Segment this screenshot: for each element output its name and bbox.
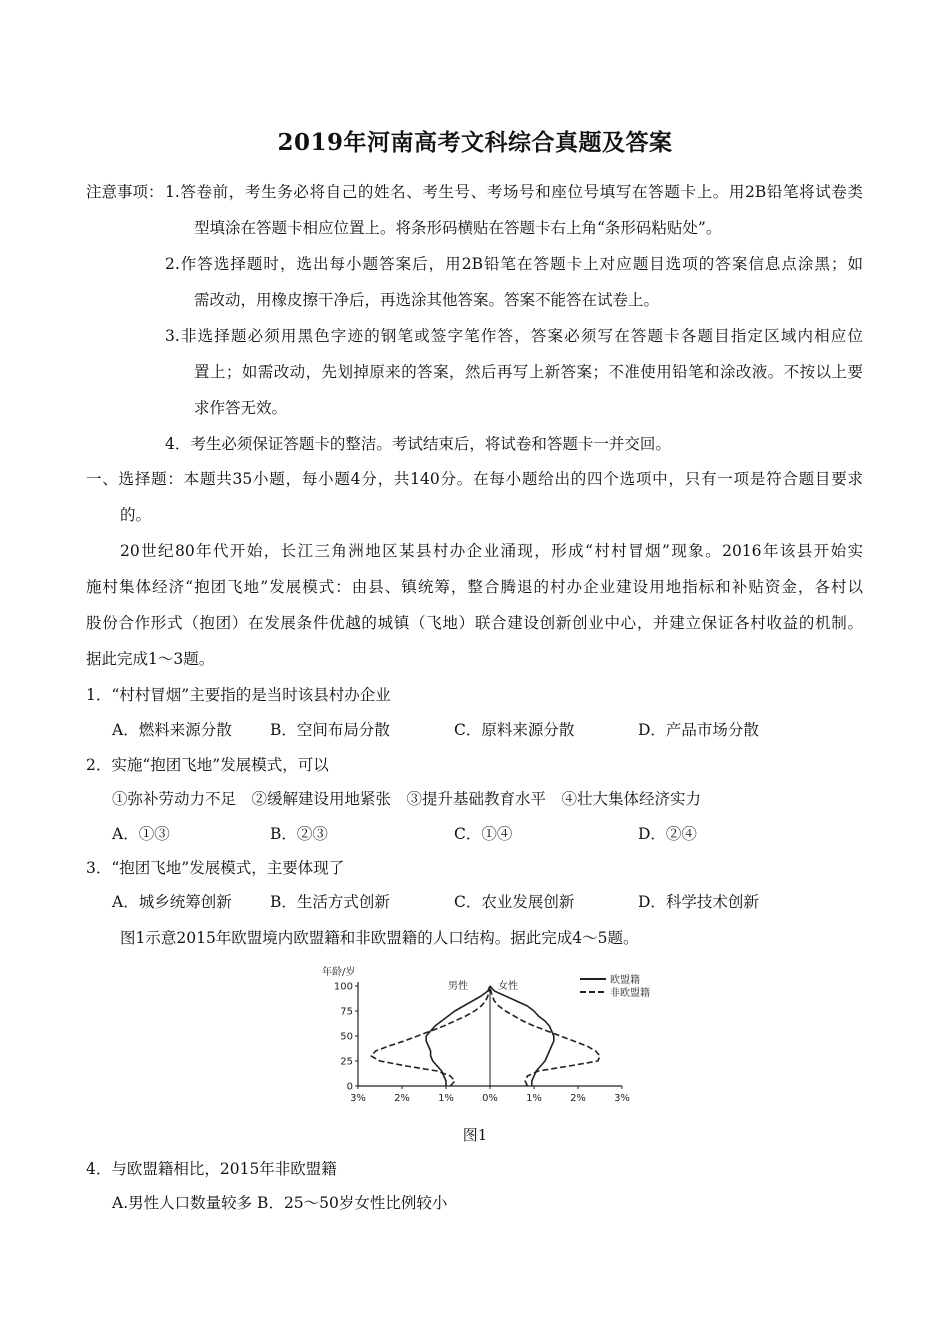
notice-item-3-line2: 置上；如需改动，先划掉原来的答案，然后再写上新答案；不准使用铅笔和涂改液。不按以上要 xyxy=(194,363,863,381)
question-2-option-c: C．①④ xyxy=(454,825,513,843)
question-2-options xyxy=(112,824,812,844)
notice-item-2-line2: 需改动，用橡皮擦干净后，再选涂其他答案。答案不能答在试卷上。 xyxy=(194,291,660,309)
question-1-option-a: A．燃料来源分散 xyxy=(112,721,232,739)
passage-line-4: 据此完成1～3题。 xyxy=(86,650,215,668)
passage-line-1: 20世纪80年代开始，长江三角洲地区某县村办企业涌现，形成“村村冒烟”现象。2016年该县开始实 xyxy=(120,542,863,560)
x-tick-label: 3% xyxy=(350,1093,366,1104)
passage-line-2: 施村集体经济“抱团飞地”发展模式：由县、镇统筹，整合腾退的村办企业建设用地指标和补贴资金，各村以 xyxy=(86,578,863,596)
question-2-option-b: B．②③ xyxy=(270,825,328,843)
question-4-options: A.男性人口数量较多 B．25～50岁女性比例较小 xyxy=(112,1194,448,1212)
question-4-stem: 4．与欧盟籍相比，2015年非欧盟籍 xyxy=(86,1160,337,1178)
notice-item-3-line1: 3.非选择题必须用黑色字迹的钢笔或签字笔作答，答案必须写在答题卡各题目指定区域内相应位 xyxy=(165,327,863,345)
question-1-option-d: D．产品市场分散 xyxy=(638,721,759,739)
series-eu-female-line xyxy=(490,986,554,1086)
question-2-stem: 2．实施“抱团飞地”发展模式，可以 xyxy=(86,756,329,774)
x-tick-label: 3% xyxy=(614,1093,630,1104)
y-tick-label: 50 xyxy=(340,1031,353,1043)
question-3-stem: 3．“抱团飞地”发展模式，主要体现了 xyxy=(86,859,345,877)
female-label: 女性 xyxy=(498,981,518,992)
question-3-option-c: C．农业发展创新 xyxy=(454,893,575,911)
x-tick-label: 1% xyxy=(526,1093,542,1104)
notice-item-4: 4．考生必须保证答题卡的整洁。考试结束后，将试卷和答题卡一并交回。 xyxy=(165,435,671,453)
section-heading-line1: 一、选择题：本题共35小题，每小题4分，共140分。在每小题给出的四个选项中，只有一项是符合题目要求 xyxy=(86,470,863,488)
question-1-options xyxy=(112,720,812,740)
x-tick-label: 2% xyxy=(394,1093,410,1104)
y-tick-label: 75 xyxy=(340,1006,353,1018)
question-2-statements: ①弥补劳动力不足 ②缓解建设用地紧张 ③提升基础教育水平 ④壮大集体经济实力 xyxy=(112,790,702,808)
series-non-eu-female-line xyxy=(490,986,600,1086)
notice-item-3-line3: 求作答无效。 xyxy=(194,399,288,417)
question-1-option-b: B．空间布局分散 xyxy=(270,721,390,739)
notice-item-2-line1: 2.作答选择题时，选出每小题答案后，用2B铅笔在答题卡上对应题目选项的答案信息点涂黑；如 xyxy=(165,255,863,273)
y-tick-label: 25 xyxy=(340,1056,353,1068)
x-tick-label: 1% xyxy=(438,1093,454,1104)
question-1-stem: 1．“村村冒烟”主要指的是当时该县村办企业 xyxy=(86,686,391,704)
section-heading-line2: 的。 xyxy=(120,506,152,524)
notice-item-1-line2: 型填涂在答题卡相应位置上。将条形码横贴在答题卡右上角“条形码粘贴处”。 xyxy=(194,219,722,237)
y-tick-label: 0 xyxy=(346,1081,353,1093)
question-2-option-a: A．①③ xyxy=(112,825,170,843)
chart-series xyxy=(371,986,600,1086)
question-3-option-b: B．生活方式创新 xyxy=(270,893,390,911)
chart-axes xyxy=(334,982,630,1105)
question-1-option-c: C．原料来源分散 xyxy=(454,721,575,739)
question-2-option-d: D．②④ xyxy=(638,825,697,843)
passage-line-3: 股份合作形式（抱团）在发展条件优越的城镇（飞地）联合建设创新创业中心，并建立保证各村收益的机制。 xyxy=(86,614,863,632)
legend-label-non-eu: 非欧盟籍 xyxy=(610,988,650,999)
chart-legend xyxy=(580,973,650,999)
male-label: 男性 xyxy=(448,981,468,992)
population-pyramid-chart xyxy=(318,962,666,1112)
question-3-option-d: D．科学技术创新 xyxy=(638,893,759,911)
legend-label-eu: 欧盟籍 xyxy=(610,975,640,986)
notice-label: 注意事项： xyxy=(86,183,164,201)
page-title: 2019年河南高考文科综合真题及答案 xyxy=(277,129,673,156)
x-tick-label: 0% xyxy=(482,1093,498,1104)
y-tick-label: 100 xyxy=(333,981,353,993)
population-pyramid-svg xyxy=(318,962,666,1112)
x-tick-label: 2% xyxy=(570,1093,586,1104)
notice-item-1-line1: 1.答卷前，考生务必将自己的姓名、考生号、考场号和座位号填写在答题卡上。用2B铅笔将试卷类 xyxy=(165,183,863,201)
y-axis-label: 年龄/岁 xyxy=(322,967,356,978)
figure-caption: 图1 xyxy=(462,1126,488,1144)
figure-intro: 图1示意2015年欧盟境内欧盟籍和非欧盟籍的人口结构。据此完成4～5题。 xyxy=(120,929,639,947)
question-3-options xyxy=(112,892,812,912)
question-3-option-a: A．城乡统筹创新 xyxy=(112,893,232,911)
